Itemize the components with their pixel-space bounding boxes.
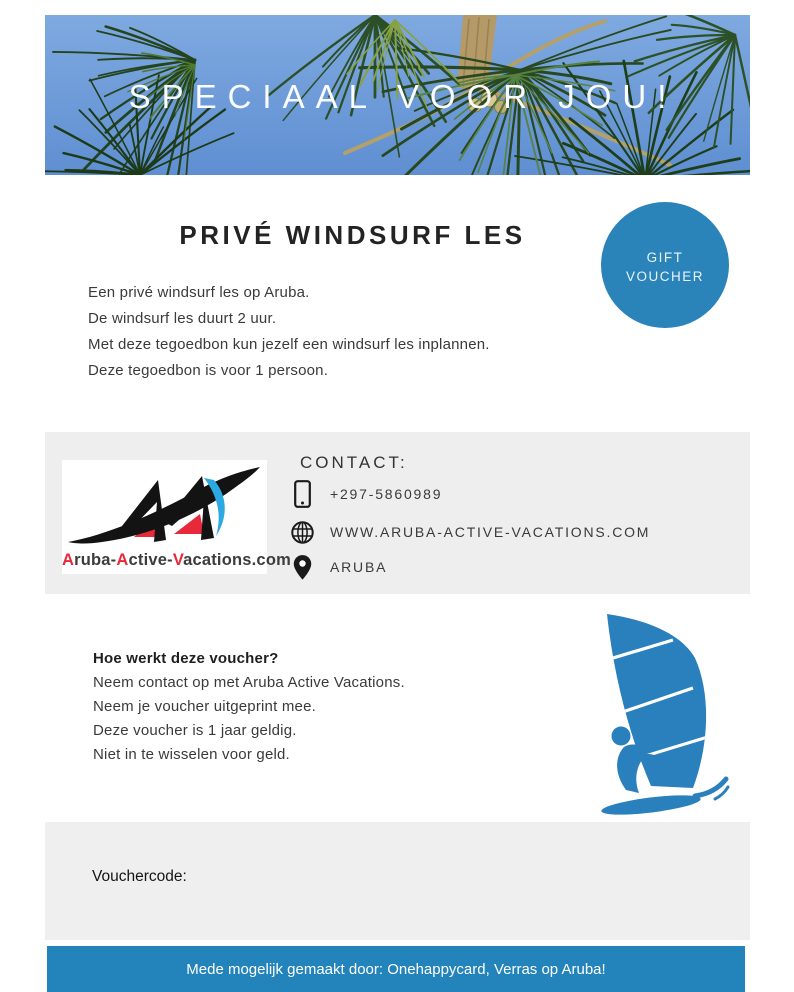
how-line: Niet in te wisselen voor geld. bbox=[93, 746, 290, 763]
contact-row-location bbox=[288, 551, 387, 583]
footer-text: Mede mogelijk gemaakt door: Onehappycard, Verras op Aruba! bbox=[186, 960, 606, 978]
description-line: Deze tegoedbon is voor 1 persoon. bbox=[88, 362, 329, 379]
banner-title: SPECIAAL VOOR JOU! bbox=[128, 78, 678, 115]
badge-line2: VOUCHER bbox=[625, 269, 704, 284]
description-line: De windsurf les duurt 2 uur. bbox=[88, 310, 277, 327]
vouchercode-label: Vouchercode: bbox=[92, 868, 187, 885]
how-line: Neem contact op met Aruba Active Vacations. bbox=[93, 674, 405, 691]
how-it-works-section bbox=[93, 646, 405, 767]
contact-heading: CONTACT: bbox=[300, 453, 408, 472]
footer-bar bbox=[47, 946, 745, 992]
contact-row-phone bbox=[288, 478, 442, 510]
description-line: Met deze tegoedbon kun jezelf een windsurf les inplannen. bbox=[88, 336, 490, 353]
logo-text-part: V bbox=[172, 551, 184, 569]
logo-text-part: acations.com bbox=[183, 551, 291, 569]
contact-section bbox=[45, 432, 750, 594]
banner-photo bbox=[45, 15, 750, 175]
voucher-description bbox=[88, 280, 490, 384]
contact-website-text: WWW.ARUBA-ACTIVE-VACATIONS.COM bbox=[330, 524, 651, 540]
phone-icon bbox=[288, 480, 316, 508]
windsurfer-icon bbox=[563, 598, 741, 816]
gift-voucher-badge bbox=[601, 202, 729, 328]
logo-text-part: A bbox=[116, 551, 129, 569]
contact-phone-text: +297-5860989 bbox=[330, 486, 443, 502]
vouchercode-box bbox=[45, 822, 750, 940]
aruba-active-vacations-logo bbox=[62, 460, 291, 574]
voucher-title: PRIVÉ WINDSURF LES bbox=[179, 220, 526, 250]
how-line: Deze voucher is 1 jaar geldig. bbox=[93, 722, 297, 739]
contact-location-text: ARUBA bbox=[330, 559, 388, 575]
logo-art bbox=[62, 462, 267, 548]
logo-text bbox=[62, 551, 291, 570]
logo-text-part: A bbox=[62, 551, 75, 569]
how-line: Neem je voucher uitgeprint mee. bbox=[93, 698, 316, 715]
logo-text-part: ctive- bbox=[128, 551, 173, 569]
globe-icon bbox=[288, 521, 316, 544]
badge-line1: GIFT bbox=[646, 250, 684, 265]
how-heading: Hoe werkt deze voucher? bbox=[93, 650, 279, 667]
location-pin-icon bbox=[288, 554, 316, 581]
contact-row-website bbox=[288, 516, 650, 548]
logo-text-part: ruba- bbox=[74, 551, 117, 569]
description-line: Een privé windsurf les op Aruba. bbox=[88, 284, 310, 301]
